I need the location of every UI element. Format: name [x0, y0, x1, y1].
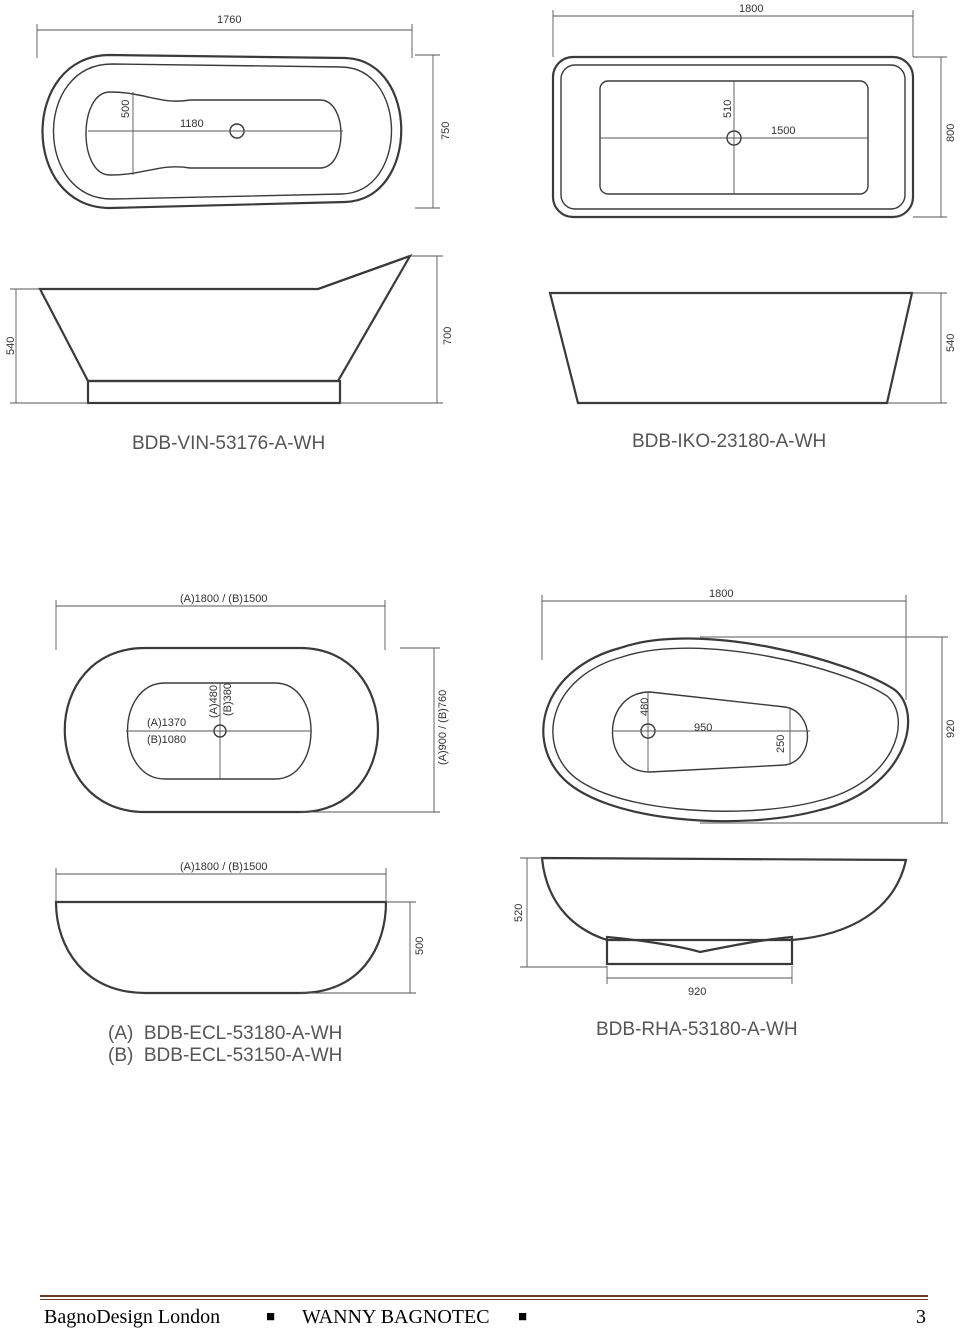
rha-plan-view	[542, 588, 957, 823]
vin-model-code: BDB-VIN-53176-A-WH	[132, 433, 326, 454]
rha-side-height-label: 520	[513, 903, 525, 922]
iko-model-code: BDB-IKO-23180-A-WH	[632, 431, 827, 452]
ecl-model-code-b: (B) BDB-ECL-53150-A-WH	[108, 1045, 343, 1066]
vin-plan-view	[37, 14, 452, 208]
iko-side-height-label: 540	[945, 333, 957, 352]
footer-company: WANNY BAGNOTEC	[302, 1306, 490, 1328]
iko-basin-width-label: 510	[722, 99, 734, 118]
vin-plan-outer	[43, 55, 402, 208]
vin-back-height-label: 700	[442, 326, 454, 345]
footer-separator-2: ■	[518, 1309, 528, 1325]
rha-basin-end-label: 250	[775, 734, 787, 753]
page-number: 3	[916, 1306, 926, 1328]
ecl-plan-view	[56, 593, 449, 812]
ecl-plan-outer	[65, 648, 378, 812]
ecl-basin-width-b-label: (B)380	[222, 682, 234, 716]
iko-side-view	[550, 293, 957, 403]
rha-base-length-label: 920	[688, 986, 707, 998]
rha-plan-width-label: 920	[945, 719, 957, 738]
vin-side-view	[5, 256, 454, 403]
rha-side-shell	[542, 858, 906, 940]
iko-plan-rim	[561, 65, 905, 209]
ecl-basin-width-a-label: (A)480	[208, 684, 220, 718]
rha-basin-length-label: 950	[694, 722, 713, 734]
vin-side-plinth	[88, 381, 340, 403]
rha-side-view	[513, 858, 906, 998]
ecl-side-view	[56, 861, 426, 993]
iko-basin-length-label: 1500	[771, 125, 796, 137]
page-footer	[44, 1306, 930, 1332]
ecl-model-code-a: (A) BDB-ECL-53180-A-WH	[108, 1023, 343, 1044]
footer-separator-1: ■	[266, 1309, 276, 1325]
vin-plan-width-label: 750	[440, 121, 452, 140]
iko-plan-width-label: 800	[945, 123, 957, 142]
ecl-plan-width-label: (A)900 / (B)760	[437, 689, 449, 765]
footer-rule-thick	[40, 1295, 928, 1297]
rha-plan-length-label: 1800	[709, 588, 734, 600]
footer-brand: BagnoDesign London	[44, 1306, 221, 1328]
iko-side-shell	[550, 293, 912, 403]
ecl-side-shell	[56, 902, 386, 993]
ecl-basin-length-b-label: (B)1080	[147, 734, 187, 746]
vin-basin-width-label: 500	[120, 99, 132, 118]
rha-model-code: BDB-RHA-53180-A-WH	[596, 1019, 798, 1040]
rha-basin-width-label: 480	[639, 697, 651, 716]
iko-plan-view	[553, 3, 957, 217]
ecl-basin-length-a-label: (A)1370	[147, 717, 187, 729]
rha-plan-rim	[553, 648, 898, 811]
footer-rule-thin	[40, 1299, 928, 1300]
vin-basin-length-label: 1180	[180, 118, 204, 130]
vin-plan-length-label: 1760	[217, 14, 242, 26]
ecl-side-height-label: 500	[414, 936, 426, 955]
vin-side-height-label: 540	[5, 336, 17, 355]
ecl-side-length-label: (A)1800 / (B)1500	[180, 861, 268, 873]
ecl-plan-length-label: (A)1800 / (B)1500	[180, 593, 268, 605]
iko-plan-length-label: 1800	[739, 3, 764, 15]
